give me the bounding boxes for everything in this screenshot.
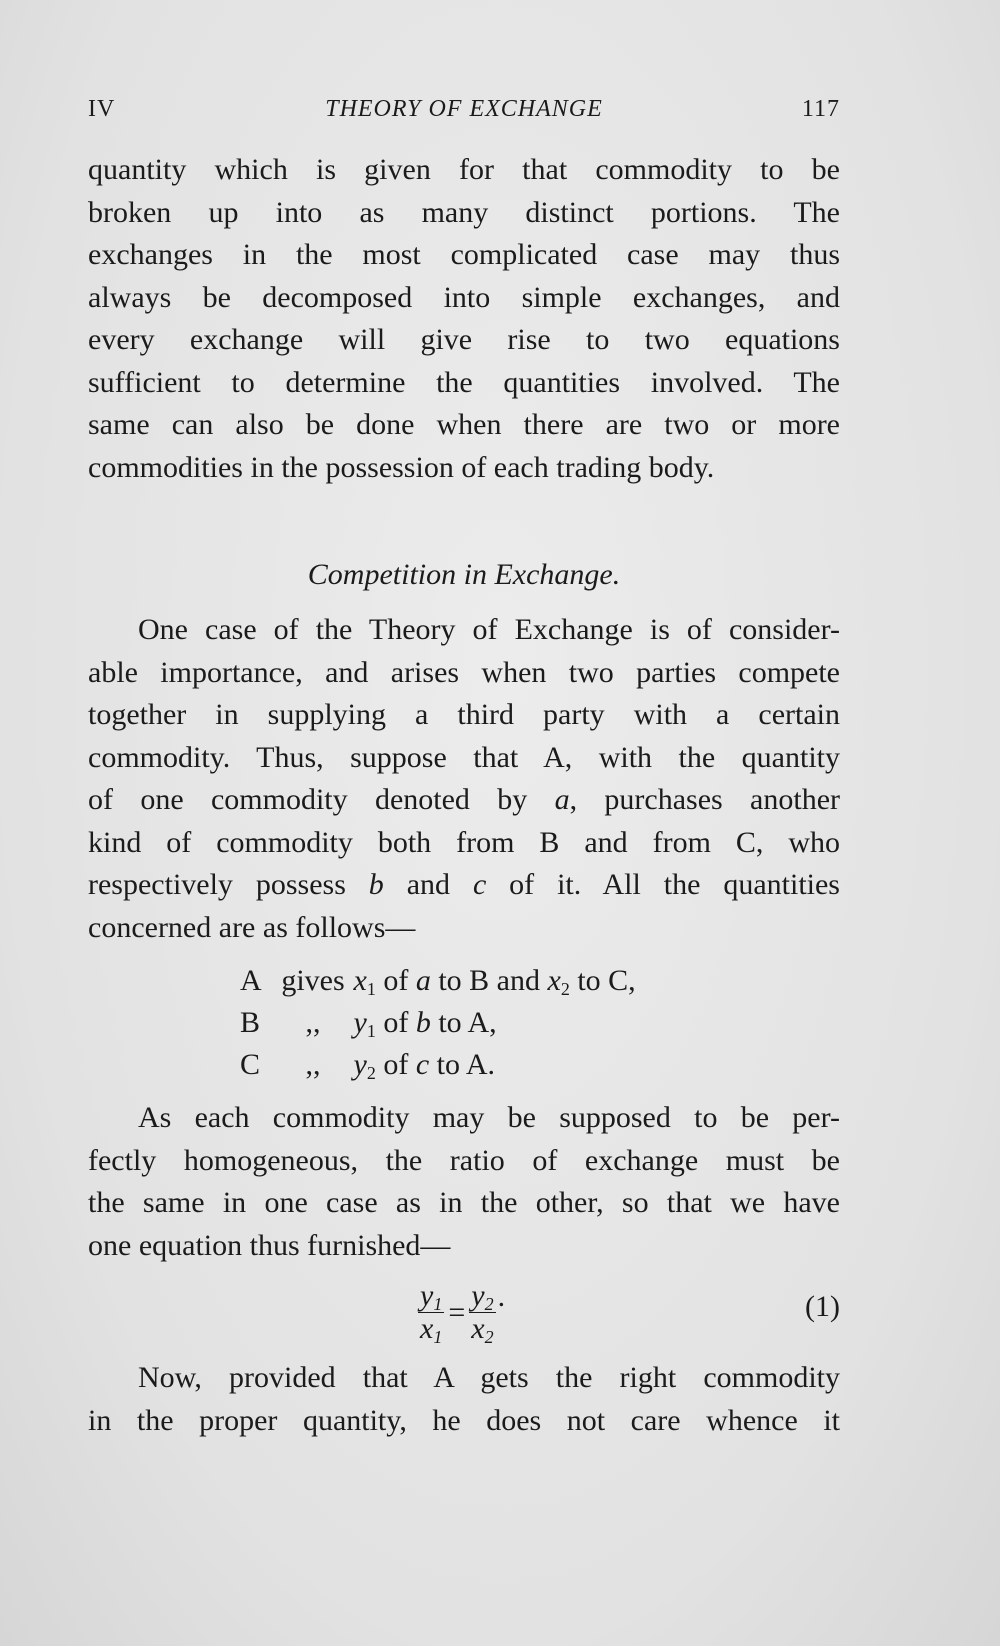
text-fragment: and xyxy=(383,868,473,901)
fraction-right xyxy=(469,1280,495,1345)
text-line: in the proper quantity, he does not care whence it xyxy=(88,1403,840,1437)
text-fragment: to C, xyxy=(569,964,636,997)
paragraph-competition xyxy=(88,609,840,949)
subscript: 1 xyxy=(433,1294,443,1314)
page-number: 117 xyxy=(801,96,840,122)
text-line: One case of the Theory of Exchange is of consider- xyxy=(138,613,840,646)
text-line: commodities in the possession of each trading body. xyxy=(88,450,715,484)
text-line: able importance, and arises when two parties compete xyxy=(88,655,840,689)
subscript: 2 xyxy=(484,1327,494,1347)
party-label: B xyxy=(240,1006,261,1039)
subscript: 2 xyxy=(366,1063,376,1083)
list-item xyxy=(240,1002,636,1044)
variable-c: c xyxy=(472,868,487,901)
verb: gives xyxy=(281,964,345,997)
party-label: A xyxy=(240,964,262,997)
exchange-detail xyxy=(346,1002,497,1044)
variable-a: a xyxy=(554,783,570,816)
equals-sign: = xyxy=(448,1295,466,1329)
variable-x: x xyxy=(547,964,561,997)
variable-x: x xyxy=(471,1312,485,1345)
chapter-number: IV xyxy=(88,96,116,122)
subscript: 1 xyxy=(433,1327,443,1347)
text-line: every exchange will give rise to two equations xyxy=(88,323,840,356)
text-fragment: respectively possess xyxy=(88,868,369,901)
paragraph-continuation xyxy=(88,149,840,489)
text-line: sufficient to determine the quantities involved. The xyxy=(88,365,840,399)
fraction-left xyxy=(418,1280,444,1345)
text-fragment: of xyxy=(375,1048,416,1081)
text-line: exchanges in the most complicated case may thus xyxy=(88,238,840,271)
text-fragment: of one commodity denoted by xyxy=(88,783,555,816)
text-fragment: of xyxy=(375,1006,416,1039)
list-item xyxy=(240,960,636,1002)
variable-y: y xyxy=(420,1279,434,1312)
subscript: 1 xyxy=(366,979,376,999)
text-line: fectly homogeneous, the ratio of exchange must be xyxy=(88,1143,840,1177)
variable-a: a xyxy=(415,964,431,997)
text-fragment: , purchases another xyxy=(569,783,840,816)
equation-period: . xyxy=(497,1279,506,1313)
exchange-detail xyxy=(346,960,636,1002)
ditto-mark: ,, xyxy=(305,1048,321,1081)
text-line: quantity which is given for that commodity to be xyxy=(88,153,840,186)
equation-body xyxy=(418,1280,505,1345)
numerator xyxy=(418,1280,444,1313)
list-item xyxy=(240,1044,636,1086)
equation-1 xyxy=(88,1280,840,1350)
variable-y: y xyxy=(471,1279,485,1312)
denominator xyxy=(418,1313,444,1345)
running-title: THEORY OF EXCHANGE xyxy=(325,96,603,122)
numerator xyxy=(469,1280,495,1313)
variable-x: x xyxy=(353,964,367,997)
equation-number: (1) xyxy=(805,1290,840,1323)
text-line: together in supplying a third party with a certain xyxy=(88,698,840,731)
text-line: concerned are as follows— xyxy=(88,910,416,944)
running-head xyxy=(88,96,840,126)
variable-c: c xyxy=(415,1048,430,1081)
party-label: C xyxy=(240,1048,261,1081)
variable-y: y xyxy=(353,1006,367,1039)
text-fragment: to A, xyxy=(430,1006,497,1039)
text-line xyxy=(88,864,840,907)
variable-y: y xyxy=(353,1048,367,1081)
text-line: the same in one case as in the other, so that we have xyxy=(88,1186,840,1219)
text-fragment: to B and xyxy=(430,964,548,997)
variable-x: x xyxy=(420,1312,434,1345)
section-heading: Competition in Exchange. xyxy=(307,558,621,591)
text-line: Now, provided that A gets the right commodity xyxy=(138,1361,840,1394)
subscript: 2 xyxy=(560,979,570,999)
ditto-mark: ,, xyxy=(305,1006,321,1039)
text-fragment: to A. xyxy=(429,1048,496,1081)
text-line: commodity. Thus, suppose that A, with the quantity xyxy=(88,740,840,774)
subscript: 2 xyxy=(484,1294,494,1314)
text-line: one equation thus furnished— xyxy=(88,1228,451,1262)
text-line: As each commodity may be supposed to be per- xyxy=(138,1101,840,1134)
variable-b: b xyxy=(415,1006,431,1039)
exchange-list xyxy=(240,960,636,1086)
paragraph-homogeneous xyxy=(88,1097,840,1267)
text-fragment: of xyxy=(375,964,416,997)
denominator xyxy=(469,1313,495,1345)
text-fragment: of it. All the quantities xyxy=(486,868,840,901)
subscript: 1 xyxy=(366,1021,376,1041)
text-line xyxy=(88,779,840,822)
text-line: kind of commodity both from B and from C, who xyxy=(88,825,840,859)
text-line: broken up into as many distinct portions. The xyxy=(88,195,840,229)
text-line: same can also be done when there are two or more xyxy=(88,408,840,441)
text-line: always be decomposed into simple exchanges, and xyxy=(88,280,840,314)
variable-b: b xyxy=(368,868,384,901)
paragraph-provided xyxy=(88,1357,840,1442)
exchange-detail xyxy=(346,1044,495,1086)
